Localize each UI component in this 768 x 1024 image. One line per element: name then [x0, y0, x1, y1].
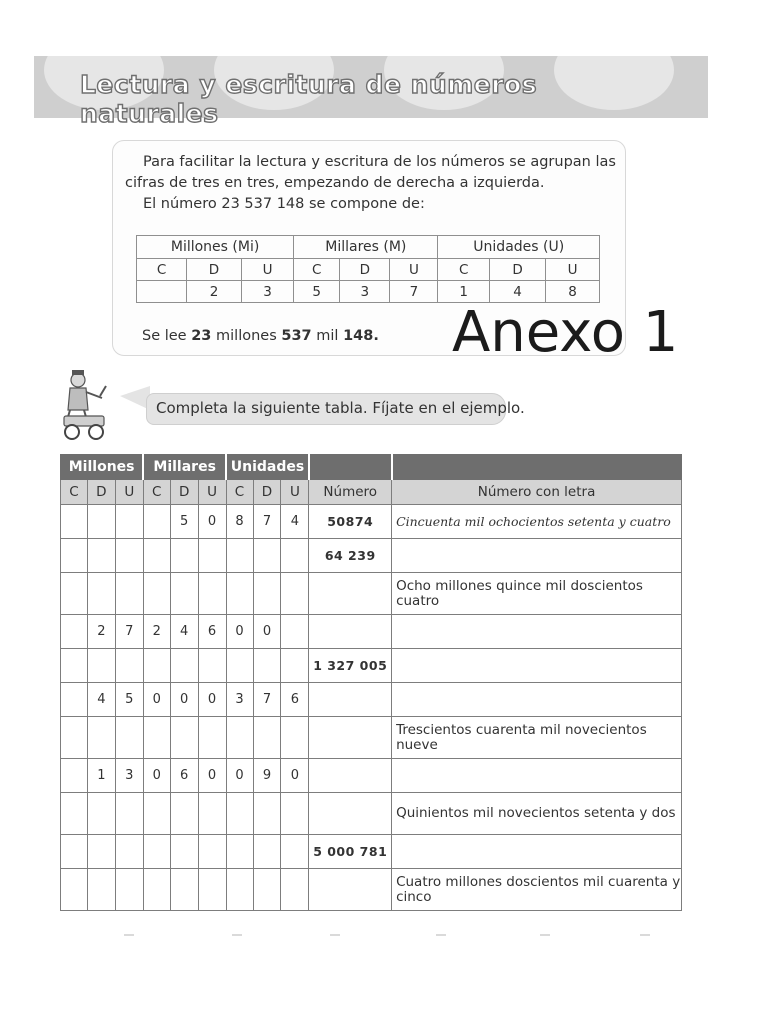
example-subheader: U [390, 259, 438, 281]
numero-cell [309, 759, 392, 793]
example-subheader: D [340, 259, 390, 281]
reading-unidades: 148. [343, 328, 379, 344]
numero-cell [309, 615, 392, 649]
page-smudge [232, 934, 242, 936]
numero-cell [309, 573, 392, 615]
digit-cell [115, 539, 143, 573]
instruction-text: Completa la siguiente tabla. Fíjate en el ejemplo. [156, 399, 525, 417]
digit-cell [61, 615, 88, 649]
digit-cell [198, 793, 226, 835]
digit-cell: 0 [198, 505, 226, 539]
digit-cell [143, 649, 170, 683]
numero-cell [309, 683, 392, 717]
digit-cell: 6 [198, 615, 226, 649]
digit-cell [87, 649, 115, 683]
example-digit: 5 [294, 281, 340, 303]
digit-cell [198, 717, 226, 759]
digit-cell [281, 793, 309, 835]
numero-letra-cell: Trescientos cuarenta mil novecientos nueve [392, 717, 682, 759]
digit-cell [253, 717, 281, 759]
example-digit: 3 [340, 281, 390, 303]
place-value-header: U [281, 480, 309, 505]
digit-cell [87, 793, 115, 835]
digit-cell [253, 793, 281, 835]
numero-letra-cell [392, 539, 682, 573]
digit-cell [170, 717, 198, 759]
numero-letra-cell: Cuatro millones doscientos mil cuarenta y cinco [392, 869, 682, 911]
digit-cell [253, 539, 281, 573]
reading-mid1: millones [211, 328, 282, 344]
digit-cell [281, 649, 309, 683]
digit-cell [226, 793, 253, 835]
example-digit: 3 [241, 281, 293, 303]
digit-cell [226, 649, 253, 683]
numero-letra-cell [392, 835, 682, 869]
digit-cell: 2 [143, 615, 170, 649]
place-value-header: U [198, 480, 226, 505]
numero-cell: 64 239 [309, 539, 392, 573]
digit-cell: 6 [281, 683, 309, 717]
example-subheader: D [489, 259, 545, 281]
digit-cell [115, 835, 143, 869]
digit-cell: 0 [281, 759, 309, 793]
group-header-unidades: Unidades [226, 455, 309, 480]
numero-cell [309, 717, 392, 759]
digit-cell: 6 [170, 759, 198, 793]
digit-cell: 4 [281, 505, 309, 539]
numero-letra-cell: Cincuenta mil ochocientos setenta y cuatro [392, 505, 682, 539]
digit-cell [61, 505, 88, 539]
page-smudge [436, 934, 446, 936]
digit-cell: 0 [253, 615, 281, 649]
digit-cell: 0 [143, 759, 170, 793]
digit-cell [87, 717, 115, 759]
digit-cell: 0 [198, 683, 226, 717]
reading-mil: 537 [281, 328, 312, 344]
numero-letra-cell [392, 615, 682, 649]
digit-cell: 0 [198, 759, 226, 793]
digit-cell [281, 539, 309, 573]
digit-cell [87, 505, 115, 539]
digit-cell [226, 717, 253, 759]
digit-cell [61, 573, 88, 615]
digit-cell [61, 649, 88, 683]
intro-line-1: Para facilitar la lectura y escritura de los números se agrupan las [143, 154, 616, 170]
table-row [61, 683, 682, 717]
digit-cell [253, 573, 281, 615]
digit-cell [61, 759, 88, 793]
numero-cell: 1 327 005 [309, 649, 392, 683]
page-smudge [124, 934, 134, 936]
example-digit: 7 [390, 281, 438, 303]
group-header-millares: Millares [143, 455, 226, 480]
digit-cell [61, 869, 88, 911]
intro-line-3: El número 23 537 148 se compone de: [143, 196, 425, 212]
example-group-header: Millares (M) [294, 236, 438, 259]
annex-label: Anexo 1 [452, 300, 679, 365]
digit-cell [170, 793, 198, 835]
table-row [61, 573, 682, 615]
place-value-header: D [170, 480, 198, 505]
page-smudge [330, 934, 340, 936]
digit-cell: 5 [170, 505, 198, 539]
page-title: Lectura y escritura de números naturales [80, 70, 538, 128]
digit-cell [143, 835, 170, 869]
digit-cell: 1 [87, 759, 115, 793]
digit-cell [198, 835, 226, 869]
digit-cell [61, 835, 88, 869]
example-digit: 4 [489, 281, 545, 303]
place-value-header: U [115, 480, 143, 505]
numero-letra-cell [392, 759, 682, 793]
digit-cell [61, 539, 88, 573]
mascot-illustration [56, 366, 112, 442]
exercise-table [60, 454, 682, 911]
digit-cell [115, 717, 143, 759]
place-value-header: D [87, 480, 115, 505]
numero-cell: 5 000 781 [309, 835, 392, 869]
numero-letra-header: Número con letra [392, 480, 682, 505]
example-subheader: U [546, 259, 600, 281]
digit-cell: 2 [87, 615, 115, 649]
numero-cell: 50874 [309, 505, 392, 539]
group-header-blank [392, 455, 682, 480]
example-subheader: C [438, 259, 489, 281]
example-digit [137, 281, 187, 303]
digit-cell: 7 [253, 683, 281, 717]
digit-cell: 7 [115, 615, 143, 649]
page-smudge [640, 934, 650, 936]
table-row [61, 615, 682, 649]
digit-cell: 3 [115, 759, 143, 793]
digit-cell [253, 649, 281, 683]
digit-cell [115, 649, 143, 683]
place-value-header: C [61, 480, 88, 505]
table-row [61, 539, 682, 573]
table-row [61, 869, 682, 911]
group-header-blank [309, 455, 392, 480]
numero-header: Número [309, 480, 392, 505]
digit-cell [226, 835, 253, 869]
example-table [136, 235, 600, 303]
digit-cell: 0 [143, 683, 170, 717]
digit-cell [226, 869, 253, 911]
intro-line-2: cifras de tres en tres, empezando de derecha a izquierda. [125, 175, 545, 191]
digit-cell [143, 505, 170, 539]
digit-cell: 0 [170, 683, 198, 717]
digit-cell [281, 835, 309, 869]
numero-cell [309, 793, 392, 835]
digit-cell [253, 869, 281, 911]
digit-cell [87, 869, 115, 911]
digit-cell [198, 649, 226, 683]
table-row [61, 835, 682, 869]
numero-letra-cell: Ocho millones quince mil doscientos cuatro [392, 573, 682, 615]
digit-cell: 9 [253, 759, 281, 793]
digit-cell [226, 539, 253, 573]
table-row [61, 505, 682, 539]
reading-millones: 23 [191, 328, 212, 344]
digit-cell [61, 717, 88, 759]
digit-cell: 5 [115, 683, 143, 717]
digit-cell [143, 793, 170, 835]
page-smudge [540, 934, 550, 936]
table-row [61, 793, 682, 835]
digit-cell [87, 835, 115, 869]
digit-cell [115, 573, 143, 615]
digit-cell [170, 869, 198, 911]
example-group-header: Millones (Mi) [137, 236, 294, 259]
numero-letra-cell: Quinientos mil novecientos setenta y dos [392, 793, 682, 835]
digit-cell [170, 573, 198, 615]
reading-sentence [142, 328, 379, 344]
numero-cell [309, 869, 392, 911]
digit-cell [281, 717, 309, 759]
digit-cell [115, 793, 143, 835]
example-digit: 2 [187, 281, 242, 303]
example-digit: 8 [546, 281, 600, 303]
digit-cell [115, 869, 143, 911]
digit-cell [143, 869, 170, 911]
digit-cell [115, 505, 143, 539]
reading-prefix: Se lee [142, 328, 192, 344]
digit-cell [170, 835, 198, 869]
digit-cell [143, 539, 170, 573]
example-subheader: C [294, 259, 340, 281]
example-subheader: C [137, 259, 187, 281]
example-group-header: Unidades (U) [438, 236, 600, 259]
example-subheader: U [241, 259, 293, 281]
numero-letra-cell [392, 649, 682, 683]
digit-cell: 3 [226, 683, 253, 717]
digit-cell: 4 [87, 683, 115, 717]
digit-cell [170, 649, 198, 683]
reading-mid2: mil [311, 328, 344, 344]
digit-cell [61, 683, 88, 717]
table-row [61, 759, 682, 793]
digit-cell [198, 869, 226, 911]
group-header-millones: Millones [61, 455, 144, 480]
digit-cell [281, 573, 309, 615]
digit-cell [281, 869, 309, 911]
digit-cell [281, 615, 309, 649]
digit-cell: 0 [226, 759, 253, 793]
digit-cell: 0 [226, 615, 253, 649]
example-digit: 1 [438, 281, 489, 303]
digit-cell [198, 539, 226, 573]
digit-cell [226, 573, 253, 615]
place-value-header: C [226, 480, 253, 505]
place-value-header: C [143, 480, 170, 505]
table-row [61, 717, 682, 759]
digit-cell [253, 835, 281, 869]
digit-cell [61, 793, 88, 835]
digit-cell [143, 573, 170, 615]
digit-cell [87, 573, 115, 615]
digit-cell: 4 [170, 615, 198, 649]
digit-cell [198, 573, 226, 615]
digit-cell [170, 539, 198, 573]
digit-cell: 7 [253, 505, 281, 539]
place-value-header: D [253, 480, 281, 505]
digit-cell: 8 [226, 505, 253, 539]
digit-cell [87, 539, 115, 573]
example-subheader: D [187, 259, 242, 281]
table-row [61, 649, 682, 683]
numero-letra-cell [392, 683, 682, 717]
digit-cell [143, 717, 170, 759]
